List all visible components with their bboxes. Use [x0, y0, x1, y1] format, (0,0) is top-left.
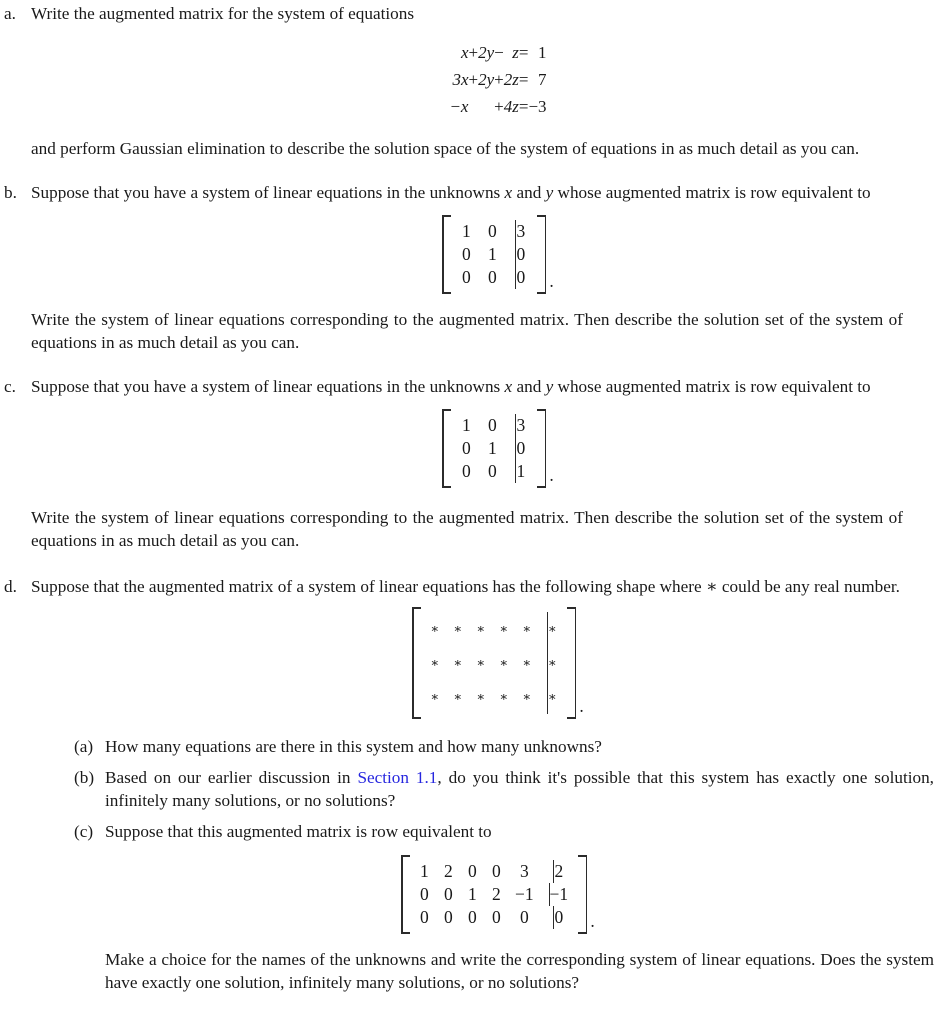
matrix-cell: 0 [487, 415, 497, 435]
matrix-cell: 3 [516, 415, 526, 435]
sublist-item-c-outro: Make a choice for the names of the unknowns and write the corresponding system of linear equations. Does the system have exactly one solution, infinitely many solutions, or no solutions? [105, 950, 934, 992]
matrix-cell: ∗ [499, 655, 509, 670]
item-b-var-y: y [545, 183, 554, 202]
matrix-cell: 0 [487, 221, 497, 241]
matrix-cell: ∗ [547, 612, 557, 646]
list-marker-a: a. [4, 4, 16, 23]
eq2-rhs: 7 [538, 70, 547, 89]
item-b-intro-part1: Suppose that you have a system of linear equations in the unknowns [31, 183, 505, 202]
matrix-cell: ∗ [476, 655, 486, 670]
matrix-cell: 0 [487, 267, 497, 287]
matrix-cell: ∗ [453, 621, 463, 636]
matrix-dc [401, 855, 587, 934]
list-item-c [0, 375, 936, 552]
sublist-item-a [31, 735, 936, 758]
matrix-cell: 2 [554, 861, 564, 881]
matrix-cell: 3 [519, 861, 529, 881]
matrix-cell: 0 [519, 907, 529, 927]
list-marker-d: d. [4, 577, 17, 596]
matrix-b-wrap [442, 215, 553, 294]
matrix-c-wrap [442, 409, 553, 488]
sublist-item-c [31, 820, 936, 843]
eq3-op1 [468, 93, 478, 120]
matrix-cell: 1 [516, 461, 526, 481]
sublist-item-c-text: Suppose that this augmented matrix is row equivalent to [105, 822, 492, 841]
sublist-item-b-text-before: Based on our earlier discussion in [105, 768, 358, 787]
matrix-cell: 0 [554, 907, 564, 927]
eq2-term3: 2z [503, 70, 519, 89]
matrix-cell: ∗ [476, 689, 486, 704]
matrix-cell: ∗ [522, 621, 532, 636]
item-b-var-x: x [504, 183, 513, 202]
eq1-term3: z [512, 43, 519, 62]
matrix-cell: 2 [443, 861, 453, 881]
matrix-cell: 0 [516, 438, 526, 458]
eq1-op2: − [494, 43, 504, 62]
eq2-term1: 3x [452, 70, 469, 89]
eq1-term2: 2y [478, 43, 495, 62]
matrix-b-grid [451, 215, 537, 294]
bracket-left-icon [412, 607, 421, 719]
matrix-cell: ∗ [547, 646, 557, 680]
matrix-cell: 0 [516, 244, 526, 264]
list-marker-c: c. [4, 377, 16, 396]
matrix-cell: ∗ [430, 655, 440, 670]
matrix-d-stars-block [62, 607, 934, 719]
matrix-cell: 0 [467, 861, 477, 881]
item-c-intro-part3: whose augmented matrix is row equivalent to [553, 377, 871, 396]
list-marker-b: b. [4, 183, 17, 202]
eq2-op2: + [494, 70, 504, 89]
item-d-intro: Suppose that the augmented matrix of a system of linear equations has the following shape where ∗ could be any real number. [31, 577, 900, 596]
matrix-cell: −1 [515, 884, 534, 904]
matrix-cell: 0 [419, 884, 429, 904]
eq1-rhs: 1 [538, 43, 547, 62]
item-b-intro-part3: whose augmented matrix is row equivalent to [553, 183, 871, 202]
matrix-cell: 0 [461, 267, 471, 287]
item-b-intro [31, 181, 903, 204]
matrix-c-block [62, 409, 934, 488]
matrix-cell: ∗ [430, 621, 440, 636]
matrix-b-block [62, 215, 934, 294]
eq3-term1: −x [449, 97, 469, 116]
matrix-b-period: . [549, 271, 554, 291]
matrix-cell: 1 [467, 884, 477, 904]
equation-system [449, 39, 546, 120]
bracket-right-icon [537, 215, 546, 294]
matrix-cell: 0 [419, 907, 429, 927]
sublist-item-a-text: How many equations are there in this system and how many unknowns? [105, 737, 602, 756]
matrix-d-stars-grid [421, 607, 567, 719]
equation-system-block [62, 39, 934, 120]
matrix-cell: 0 [487, 461, 497, 481]
bracket-left-icon [442, 215, 451, 294]
eq3-rhs: −3 [528, 97, 547, 116]
matrix-dc-grid [410, 855, 578, 934]
eq3-term2 [478, 93, 494, 120]
list-item-d [0, 575, 936, 994]
matrix-cell: 1 [419, 861, 429, 881]
bracket-right-icon [578, 855, 587, 934]
item-c-intro-part2: and [512, 377, 546, 396]
sublist-item-b [31, 766, 936, 812]
item-b-intro-part2: and [512, 183, 546, 202]
equation-row [449, 66, 546, 93]
sublist-item-b-text-after: , do you think it's possible that this system has exactly one solution, infinitely many solutions, or no solutions? [105, 768, 934, 810]
item-c-outro: Write the system of linear equations corresponding to the augmented matrix. Then describe the solution set of the system of equations in as much detail as you can. [31, 508, 903, 550]
matrix-cell: 1 [487, 244, 497, 264]
eq3-term3: 4z [503, 97, 519, 116]
item-a-outro: and perform Gaussian elimination to describe the solution space of the system of equations in as much detail as you can. [31, 139, 860, 158]
matrix-cell: −1 [549, 884, 569, 904]
matrix-d-stars [412, 607, 576, 719]
matrix-cell: 0 [443, 907, 453, 927]
eq2-equals: = [518, 70, 529, 89]
matrix-cell: 0 [491, 907, 501, 927]
matrix-cell: ∗ [476, 621, 486, 636]
matrix-cell: 0 [461, 244, 471, 264]
sublist-marker-b: (b) [74, 768, 95, 787]
matrix-cell: 1 [487, 438, 497, 458]
eq3-op2: + [494, 97, 504, 116]
item-a-intro: Write the augmented matrix for the system of equations [31, 4, 415, 23]
matrix-cell: ∗ [499, 621, 509, 636]
sublist-item-c-outro-block [31, 948, 934, 994]
matrix-c-grid [451, 409, 537, 488]
matrix-cell: ∗ [547, 680, 557, 714]
matrix-cell: 0 [467, 907, 477, 927]
item-c-intro [31, 375, 903, 398]
matrix-cell: 0 [516, 267, 526, 287]
matrix-cell: 0 [461, 438, 471, 458]
matrix-cell: 2 [491, 884, 501, 904]
sublist-marker-a: (a) [74, 737, 94, 756]
section-1-1-link[interactable]: Section 1.1 [357, 768, 438, 787]
matrix-cell: ∗ [522, 689, 532, 704]
matrix-dc-wrap [401, 855, 594, 934]
matrix-d-stars-wrap [412, 607, 583, 719]
item-c-var-x: x [504, 377, 513, 396]
bracket-left-icon [401, 855, 410, 934]
item-b-outro: Write the system of linear equations corresponding to the augmented matrix. Then describe the solution set of the system of equations in as much detail as you can. [31, 310, 903, 352]
list-item-b [0, 181, 936, 354]
equation-row [449, 93, 546, 120]
sublist-marker-c: (c) [74, 822, 94, 841]
matrix-c-period: . [549, 465, 554, 485]
eq1-term1: x [460, 43, 469, 62]
matrix-cell: ∗ [453, 655, 463, 670]
eq3-equals: = [518, 97, 529, 116]
bracket-right-icon [567, 607, 576, 719]
eq2-term2: 2y [478, 70, 495, 89]
eq1-op1: + [468, 43, 479, 62]
list-item-a [0, 2, 936, 160]
matrix-dc-block [62, 855, 934, 934]
bracket-right-icon [537, 409, 546, 488]
eq2-op1: + [468, 70, 479, 89]
matrix-cell: ∗ [453, 689, 463, 704]
matrix-cell: 0 [443, 884, 453, 904]
matrix-b [442, 215, 546, 294]
matrix-cell: ∗ [430, 689, 440, 704]
matrix-cell: 0 [461, 461, 471, 481]
eq1-equals: = [518, 43, 529, 62]
matrix-dc-period: . [590, 911, 595, 931]
item-c-var-y: y [545, 377, 554, 396]
matrix-cell: 3 [516, 221, 526, 241]
matrix-cell: 0 [491, 861, 501, 881]
equation-row [449, 39, 546, 66]
matrix-c [442, 409, 546, 488]
item-c-intro-part1: Suppose that you have a system of linear equations in the unknowns [31, 377, 505, 396]
sublist-item-b-text [74, 766, 934, 812]
matrix-cell: ∗ [499, 689, 509, 704]
matrix-cell: ∗ [522, 655, 532, 670]
matrix-d-stars-period: . [579, 696, 584, 716]
matrix-cell: 1 [461, 221, 471, 241]
matrix-cell: 1 [461, 415, 471, 435]
bracket-left-icon [442, 409, 451, 488]
